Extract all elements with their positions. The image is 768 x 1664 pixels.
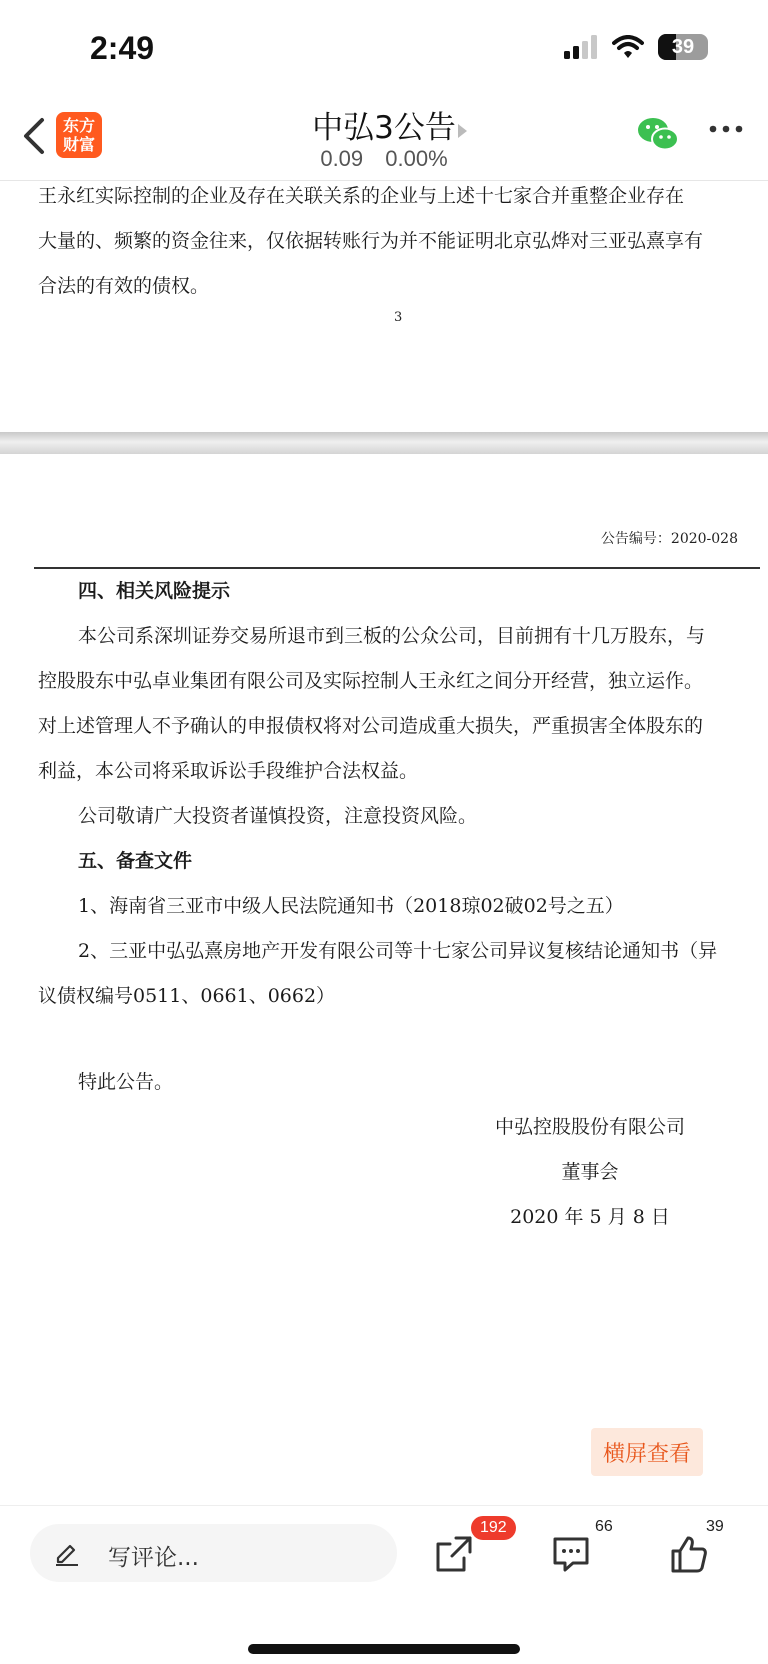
app-header <box>0 100 768 181</box>
comment-count: 66 <box>595 1518 613 1535</box>
stock-price: 0.09 <box>320 146 364 171</box>
landscape-view-button[interactable]: 横屏查看 <box>591 1428 703 1476</box>
bottom-action-bar <box>0 1505 768 1664</box>
pencil-icon <box>54 1540 80 1566</box>
share-icon[interactable] <box>434 1534 474 1574</box>
comment-input[interactable] <box>30 1524 397 1582</box>
comment-placeholder: 写评论... <box>108 1545 199 1571</box>
text-line: 利益，本公司将采取诉讼手段维护合法权益。 <box>38 760 419 782</box>
battery-indicator <box>658 34 708 60</box>
text-line: 合法的有效的债权。 <box>38 275 210 297</box>
page-number: 3 <box>394 310 403 325</box>
reference-2-line-2: 议债权编号0511、0661、0662） <box>38 985 336 1007</box>
text-line: 王永红实际控制的企业及存在关联关系的企业与上述十七家合并重整企业存在 <box>38 185 685 207</box>
page-separator <box>0 432 768 454</box>
page-title: 中弘3公告 <box>312 110 456 146</box>
text-line: 本公司系深圳证券交易所退市到三板的公众公司，目前拥有十几万股东，与 <box>78 625 706 647</box>
risk-advice: 公司敬请广大投资者谨慎投资，注意投资风险。 <box>78 805 478 827</box>
previous-page-text <box>38 180 703 309</box>
reference-2-line-1: 2、三亚中弘弘熹房地产开发有限公司等十七家公司异议复核结论通知书（异 <box>78 940 718 962</box>
announcement-number: 公告编号：2020-028 <box>600 531 738 547</box>
caret-right-icon[interactable] <box>458 124 467 138</box>
home-indicator <box>248 1644 520 1654</box>
like-count: 39 <box>706 1518 724 1535</box>
section-4-title: 四、相关风险提示 <box>78 580 231 602</box>
wifi-icon <box>612 35 644 59</box>
status-icons <box>564 34 708 60</box>
announcement-body <box>38 569 768 1105</box>
section-5-title: 五、备查文件 <box>78 850 193 872</box>
announcement-document[interactable] <box>0 180 768 1505</box>
thumbs-up-icon[interactable] <box>669 1534 709 1574</box>
announcement-date: 2020 年 5 月 8 日 <box>510 1206 670 1228</box>
signal-icon <box>564 35 598 59</box>
status-bar <box>0 0 768 100</box>
logo-line-2: 财富 <box>62 135 95 154</box>
more-options-icon[interactable] <box>708 124 744 134</box>
board-name: 董事会 <box>561 1161 619 1183</box>
share-count-badge: 192 <box>471 1516 516 1540</box>
closing-text: 特此公告。 <box>78 1071 174 1093</box>
wechat-share-icon[interactable] <box>636 114 680 154</box>
reference-1: 1、海南省三亚市中级人民法院通知书（2018琼02破02号之五） <box>78 895 624 917</box>
text-line: 对上述管理人不予确认的申报债权将对公司造成重大损失，严重损害全体股东的 <box>38 715 704 737</box>
status-time: 2:49 <box>90 30 155 66</box>
company-name: 中弘控股股份有限公司 <box>494 1116 685 1138</box>
comment-icon[interactable] <box>551 1534 591 1574</box>
logo-line-1: 东方 <box>62 116 95 135</box>
text-line: 控股股东中弘卓业集团有限公司及实际控制人王永红之间分开经营，独立运作。 <box>38 670 704 692</box>
battery-level: 39 <box>671 35 695 58</box>
stock-change: 0.00% <box>385 146 448 171</box>
text-line: 大量的、频繁的资金往来，仅依据转账行为并不能证明北京弘烨对三亚弘熹享有 <box>38 230 704 252</box>
signature-block <box>440 1105 740 1240</box>
